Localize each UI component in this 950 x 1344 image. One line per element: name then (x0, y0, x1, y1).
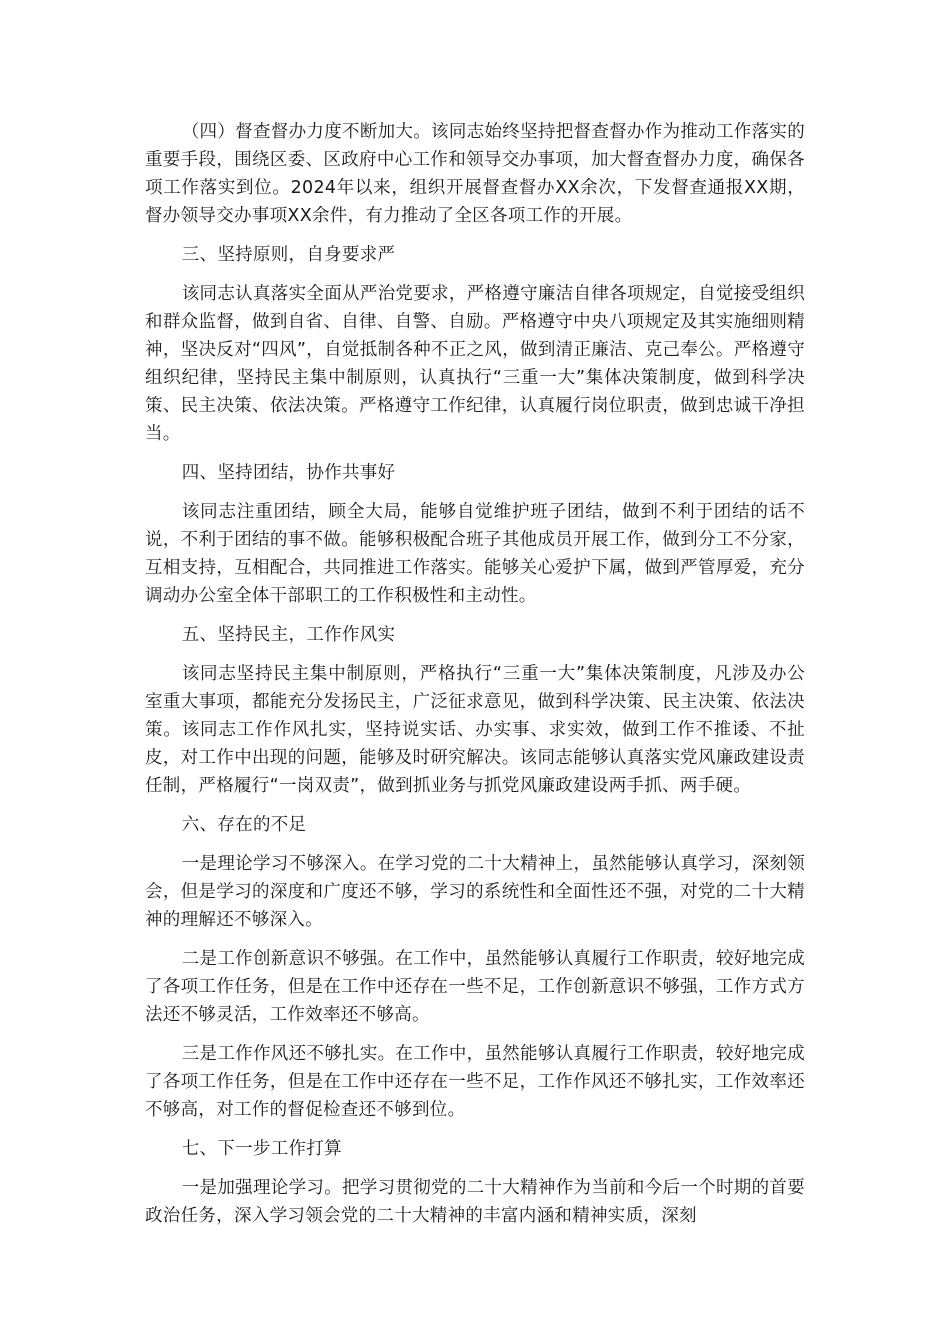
section-heading-7: 七、下一步工作打算 (181, 1139, 342, 1159)
section-heading-6: 六、存在的不足 (181, 815, 307, 835)
paragraph-supervision: （四）督查督办力度不断加大。该同志始终坚持把督查督办作为推动工作落实的重要手段，围绕区委、区政府中心工作和领导交办事项，加大督查督办力度，确保各项工作落实到位。2024年以来，组织开展督查督办XX余次，下发督查通报XX期，督办领导交办事项XX余件，有力推动了全区各项工作的开展。 (145, 122, 805, 226)
paragraph-shortcoming-3: 三是工作作风还不够扎实。在工作中，虽然能够认真履行工作职责，较好地完成了各项工作任务，但是在工作中还存在一些不足，工作作风还不够扎实，工作效率还不够高，对工作的督促检查还不够到位。 (145, 1044, 805, 1120)
paragraph-principles: 该同志认真落实全面从严治党要求，严格遵守廉洁自律各项规定，自觉接受组织和群众监督，做到自省、自律、自警、自励。严格遵守中央八项规定及其实施细则精神，坚决反对“四风”，自觉抵制各种不正之风，做到清正廉洁、克己奉公。严格遵守组织纪律，坚持民主集中制原则，认真执行“三重一大”集体决策制度，做到科学决策、民主决策、依法决策。严格遵守工作纪律，认真履行岗位职责，做到忠诚干净担当。 (145, 284, 805, 444)
section-heading-5: 五、坚持民主，工作作风实 (181, 625, 396, 645)
paragraph-shortcoming-2: 二是工作创新意识不够强。在工作中，虽然能够认真履行工作职责，较好地完成了各项工作任务，但是在工作中还存在一些不足，工作创新意识不够强，工作方式方法还不够灵活，工作效率还不够高。 (145, 949, 805, 1025)
section-heading-3: 三、坚持原则，自身要求严 (181, 245, 396, 265)
paragraph-plan-1: 一是加强理论学习。把学习贯彻党的二十大精神作为当前和今后一个时期的首要政治任务，深入学习领会党的二十大精神的丰富内涵和精神实质，深刻 (145, 1178, 805, 1226)
paragraph-shortcoming-1: 一是理论学习不够深入。在学习党的二十大精神上，虽然能够认真学习，深刻领会，但是学习的深度和广度还不够，学习的系统性和全面性还不强，对党的二十大精神的理解还不够深入。 (145, 854, 805, 930)
document-page (145, 118, 805, 1241)
paragraph-unity: 该同志注重团结，顾全大局，能够自觉维护班子团结，做到不利于团结的话不说，不利于团结的事不做。能够积极配合班子其他成员开展工作，做到分工不分家，互相支持，互相配合，共同推进工作落实。能够关心爱护下属，做到严管厚爱，充分调动办公室全体干部职工的工作积极性和主动性。 (145, 502, 805, 606)
paragraph-democracy: 该同志坚持民主集中制原则，严格执行“三重一大”集体决策制度，凡涉及办公室重大事项，都能充分发扬民主，广泛征求意见，做到科学决策、民主决策、依法决策。该同志工作作风扎实，坚持说实话、办实事、求实效，做到工作不推诿、不扯皮，对工作中出现的问题，能够及时研究解决。该同志能够认真落实党风廉政建设责任制，严格履行“一岗双责”，做到抓业务与抓党风廉政建设两手抓、两手硬。 (145, 664, 805, 796)
section-heading-4: 四、坚持团结，协作共事好 (181, 463, 396, 483)
